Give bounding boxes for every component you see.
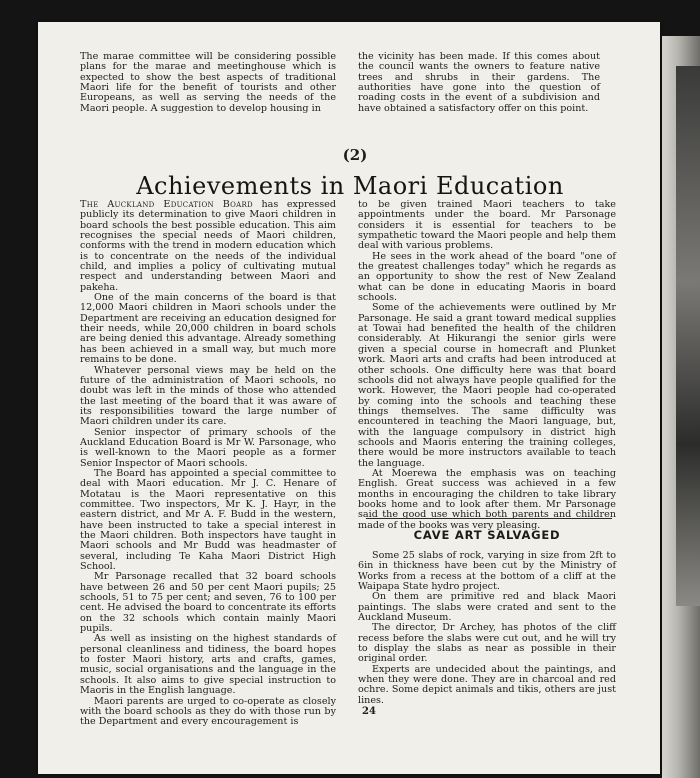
intro-left-text: The marae committee will be considering possible plans for the marae and meetinghouse which is expected to show the best aspects of traditional Maori life for the benefit of tourists and other Europeans, as well as serving the needs of the Maori people. A suggestion to develop housing in — [80, 51, 336, 114]
adjacent-page-photo — [676, 66, 700, 606]
article-column-right — [358, 200, 616, 531]
article-paragraph: Maori parents are urged to co-operate as closely with the board schools as they do with those run by the Department and every encouragement is — [80, 695, 336, 728]
sidebar-title: CAVE ART SALVAGED — [413, 528, 561, 542]
sidebar-paragraph: On them are primitive red and black Maori paintings. The slabs were crated and sent to the Auckland Museum. — [358, 591, 616, 624]
article-paragraph: Mr Parsonage recalled that 32 board schools have between 26 and 50 per cent Maori pupils; 25 schools, 51 to 75 per cent; and seven, 76 to 100 per cent. He advised the board to concentrate its efforts on the 32 schools which contain mainly Maori pupils. — [80, 571, 336, 635]
page-number: 24 — [362, 706, 376, 717]
article-paragraph: As well as insisting on the highest standards of personal cleanliness and tidiness, the board hopes to foster Maori history, arts and crafts, games, music, social organisations and the language in the schools. It also aims to give special instruction to Maoris in the English language. — [80, 633, 336, 697]
sidebar-paragraph: The director, Dr Archey, has photos of the cliff recess before the slabs were cut out, and he will try to display the slabs as near as possible in their original order. — [358, 622, 616, 665]
article-paragraph: One of the main concerns of the board is that 12,000 Maori children in Maori schools under the Department are receiving an education designed for their needs, while 20,000 children in board schols are being denied this advantage. Already something has been achieved in a small way, but much more remains to be done. — [80, 292, 336, 366]
article-paragraph: He sees in the work ahead of the board "one of the greatest challenges today" which he regards as an opportunity to show the rest of New Zealand what can be done in educating Maoris in board schools. — [358, 250, 616, 304]
section-number: (2) — [342, 146, 368, 164]
article-paragraph: At Moerewa the emphasis was on teaching English. Great success was achieved in a few months in encouraging the children to take library books home and to look after them. Mr Parsonage said the good use which both parents and children made of the books was very pleasing. — [358, 467, 616, 531]
lead-small-caps: The Auckland Education Board — [80, 199, 253, 210]
article-paragraph: Senior inspector of primary schools of the Auckland Education Board is Mr W. Parsonage, who is well-known to the Maori people as a former Senior Inspector of Maori schools. — [80, 426, 336, 469]
lead-rest: has expressed publicly its determination to give Maori children in board schools the best possible education. This aim recognises the special needs of Maori children, conforms with the trend in modern education which is to concentrate on the needs of the individual child, and implies a policy of cultivating mutual respect and understanding between Maori and pakeha. — [80, 199, 336, 293]
article-headline: Achievements in Maori Education — [136, 172, 564, 200]
article-paragraph — [80, 200, 336, 293]
section-divider-rule — [366, 518, 612, 519]
intro-right-text: the vicinity has been made. If this comes about the council wants the owners to feature native trees and shrubs in their gardens. The authorities have gone into the question of roading costs in the event of a subdivision and have obtained a satisfactory offer on this point. — [358, 51, 600, 114]
article-column-left — [80, 200, 336, 728]
sidebar-paragraph: Experts are undecided about the paintings, and when they were done. They are in charcoal and red ochre. Some depict animals and tikis, others are just lines. — [358, 663, 616, 706]
intro-column-right — [358, 52, 600, 114]
intro-column-left — [80, 52, 336, 114]
article-paragraph: Some of the achievements were outlined by Mr Parsonage. He said a grant toward medical supplies at Towai had benefited the health of the children considerably. At Hikurangi the senior girls were given a special course in homecraft and Plunket work. Maori arts and crafts had been introduced at other schools. One difficulty here was that board schools did not always have people qualified for the work. However, the Maori people had co-operated by coming into the schools and teaching these things themselves. The same difficulty was encountered in teaching the Maori language, but, with the language compulsory in district high schools and Maoris entering the training colleges, there would be more instructors available to teach the language. — [358, 302, 616, 469]
article-paragraph: The Board has appointed a special committee to deal with Maori education. Mr J. C. Henare of Motatau is the Maori representative on this committee. Two inspectors, Mr K. J. Hayr, in the eastern district, and Mr A. F. Budd in the western, have been instructed to take a special interest in the Maori children. Both inspectors have taught in Maori schools and Mr Budd was headmaster of several, including Te Kaha Maori District High School. — [80, 467, 336, 573]
sidebar-paragraph: Some 25 slabs of rock, varying in size from 2ft to 6in in thickness have been cut by the Ministry of Works from a recess at the bottom of a cliff at the Waipapa State hydro project. — [358, 550, 616, 593]
article-paragraph: Whatever personal views may be held on the future of the administration of Maori schools, no doubt was left in the minds of those who attended the last meeting of the board that it was aware of its responsibilities toward the large number of Maori children under its care. — [80, 364, 336, 428]
sidebar-column — [358, 551, 616, 706]
adjacent-page-edge — [662, 36, 700, 778]
article-paragraph: to be given trained Maori teachers to take appointments under the board. Mr Parsonage considers it is essential for teachers to be sympathetic toward the Maori people and help them deal with various problems. — [358, 199, 616, 252]
